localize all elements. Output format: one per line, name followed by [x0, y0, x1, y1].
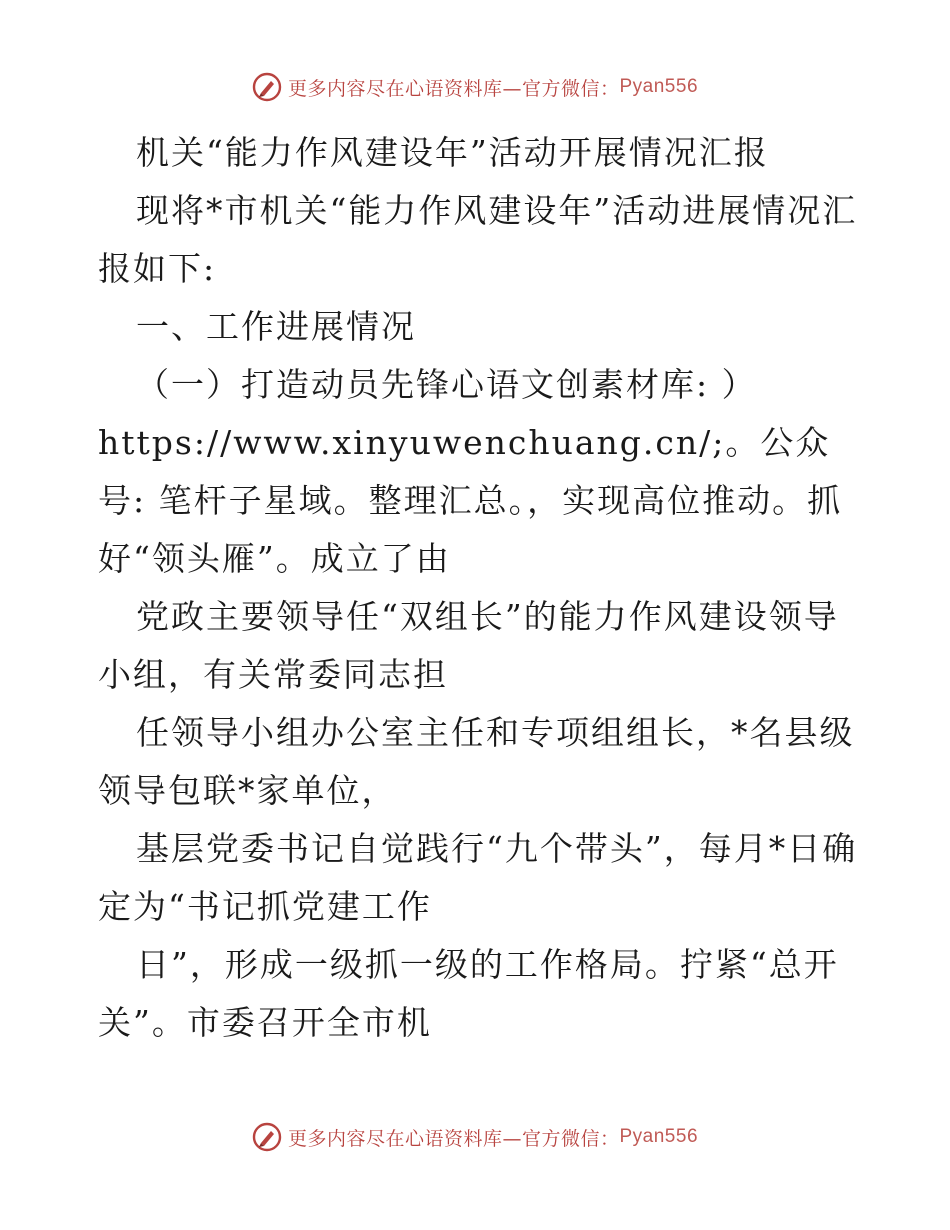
watermark-id: Pyan556	[619, 76, 699, 97]
paragraph: 党政主要领导任“双组长”的能力作风建设领导小组，有关常委同志担	[98, 597, 839, 694]
document-body	[98, 124, 858, 1052]
watermark-id: Pyan556	[619, 1126, 699, 1147]
watermark-text: 更多内容尽在心语资料库—官方微信：	[287, 1127, 620, 1150]
footer-watermark	[0, 1122, 950, 1152]
document-title: 机关“能力作风建设年”活动开展情况汇报	[136, 133, 769, 172]
paragraph: （一）打造动员先锋心语文创素材库: ）https://www.xinyuwenchuang.cn/;。公众号: 笔杆子星域。整理汇总。，实现高位推动。抓好“领头雁”。成立了由	[98, 365, 843, 578]
pen-logo-icon	[252, 72, 282, 102]
paragraph: 基层党委书记自觉践行“九个带头”，每月*日确定为“书记抓党建工作	[98, 829, 858, 926]
section-heading: 一、工作进展情况	[136, 307, 416, 346]
paragraph: 任领导小组办公室主任和专项组组长，*名县级领导包联*家单位，	[98, 713, 855, 810]
paragraph: 日”，形成一级抓一级的工作格局。拧紧“总开关”。市委召开全市机	[98, 945, 839, 1042]
header-watermark	[0, 72, 950, 102]
watermark-text: 更多内容尽在心语资料库—官方微信：	[287, 77, 620, 100]
pen-logo-icon	[252, 1122, 282, 1152]
paragraph: 现将*市机关“能力作风建设年”活动进展情况汇报如下:	[98, 191, 858, 288]
